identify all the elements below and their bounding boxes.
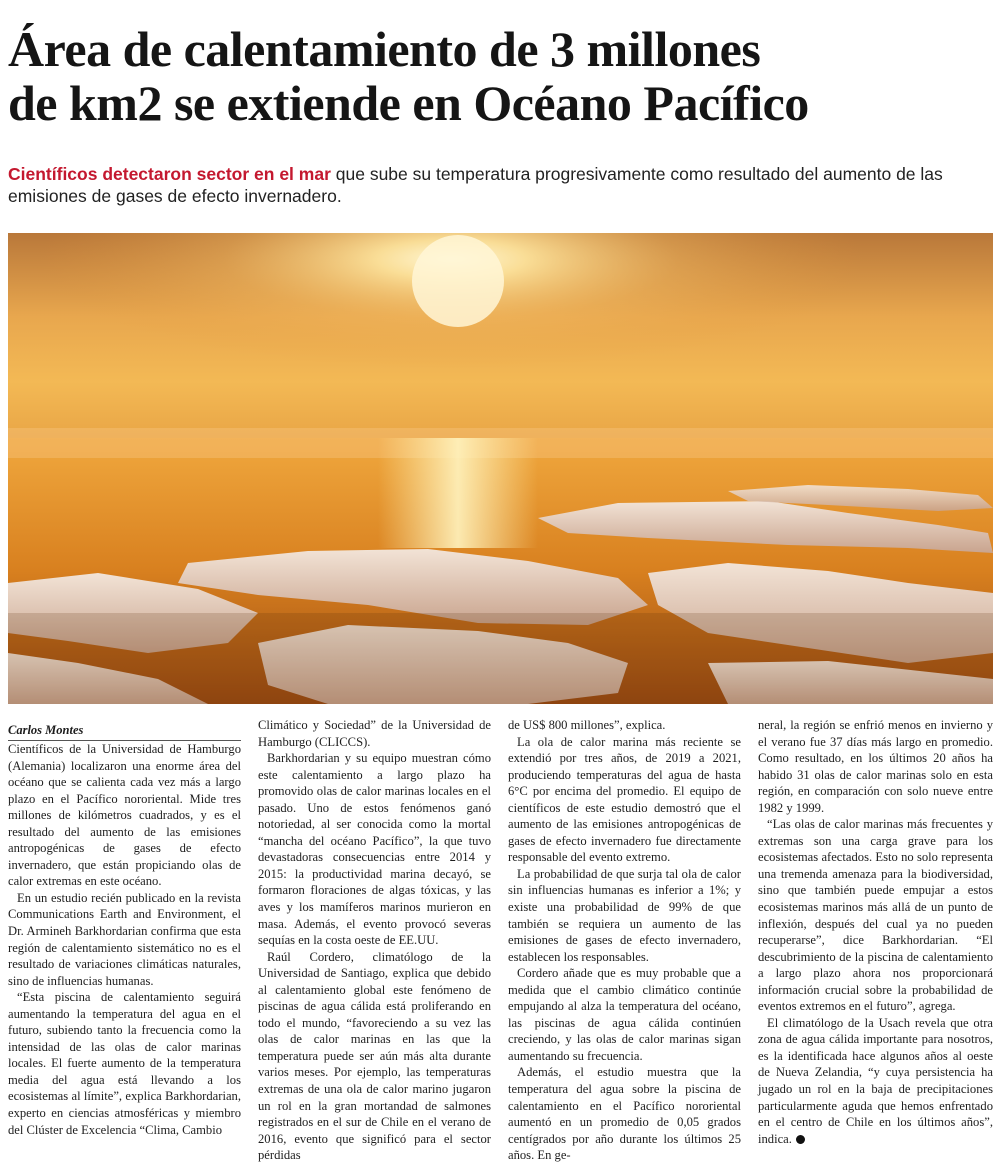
headline-line-2: de km2 se extiende en Océano Pacífico: [8, 75, 809, 131]
paragraph: “Esta piscina de calentamiento seguirá aumentando la temperatura del agua en el futuro, subiendo tanto la frecuencia como la intensidad de las olas de calor marinas locales. El fuerte aumento de la temperatura media del agua está llevando a los ecosistemas al límite”, explica Barkhordarian, experto en ciencias atmosféricas y miembro del Clúster de Excelencia “Clima, Cambio: [8, 990, 241, 1137]
paragraph: “Las olas de calor marinas más frecuentes y extremas son una carga grave para los ecosistemas afectados. Esto no solo representa una tremenda amenaza para la biodiversidad, sino que también puede empujar a estos ecosistemas marinos más allá de un punto de inflexión, después del cual ya no pueden recuperarse”, dice Barkhordarian. “El descubrimiento de la piscina de calentamiento a largo plazo ahora nos proporcionará información crucial sobre la probabilidad de eventos extremos en el futuro”, agrega.: [758, 817, 993, 1014]
article-column-1: [8, 741, 241, 1138]
paragraph: Barkhordarian y su equipo muestran cómo este calentamiento a largo plazo ha promovido olas de calor marinas locales en el pasado. Uno de estos fenómenos ganó notoriedad, al ser conocida como la mortal “mancha del océano Pacífico”, la que tuvo devastadoras consecuencias entre 2014 y 2015: la productividad marina decayó, se formaron floraciones de algas tóxicas, y las aves y los mamíferos marinos murieron en masa. Además, el evento provocó severas sequías en la costa oeste de EE.UU.: [258, 751, 491, 948]
paragraph: Climático y Sociedad” de la Universidad de Hamburgo (CLICCS).: [258, 718, 491, 749]
paragraph: Raúl Cordero, climatólogo de la Universidad de Santiago, explica que debido al calentamiento global este fenómeno de piscinas de agua cálida está proliferando en todo el mundo, “favoreciendo a su vez las olas de calor marinas en las que la temperatura puede ser aún más alta durante varios meses. Por ejemplo, las temperaturas extremas de una ola de calor marino jugaron un rol en la gran mortandad de salmones registrados en el sur de Chile en el verano de 2016, evento que significó para el sector pérdidas: [258, 949, 491, 1163]
article-column-2: [258, 717, 491, 1164]
headline: [8, 22, 993, 130]
subheadline: [8, 163, 993, 207]
paragraph: de US$ 800 millones”, explica.: [508, 718, 666, 732]
shade: [8, 613, 993, 704]
byline: Carlos Montes: [8, 723, 241, 741]
subheadline-text: que sube su temperatura progresivamente como resultado del aumento de las emisiones de gases de efecto invernadero.: [8, 164, 943, 206]
end-mark-icon: [796, 1135, 805, 1144]
paragraph: Además, el estudio muestra que la temperatura del agua sobre la piscina de calentamiento en el Pacífico nororiental aumentó en un promedio de 0,05 grados centígrados por año durante los últimos 25 años. En ge-: [508, 1065, 741, 1163]
paragraph: En un estudio recién publicado en la revista Communications Earth and Environment, el Dr. Armineh Barkhordarian confirma que esta región de calentamiento sistemático no es el resultado de variaciones climáticas naturales, sino de influencias humanas.: [8, 890, 241, 988]
sun: [412, 235, 504, 327]
paragraph: Cordero añade que es muy probable que a medida que el cambio climático continúe empujando al alza la temperatura del océano, las piscinas de agua cálida continúen creciendo, y las olas de calor marinas sigan aumentando su frecuencia.: [508, 966, 741, 1063]
sun-reflection: [378, 438, 538, 548]
paragraph-text: El climatólogo de la Usach revela que otra zona de agua cálida importante para nosotros, es la identificada hace algunos años al oeste de Nueva Zelandia, “y cuya persistencia ha jugado un rol en la baja de precipitaciones particularmente aguda que hemos enfrentado en el centro de Chile en los últimos años”, indica.: [758, 1015, 993, 1146]
headline-line-1: Área de calentamiento de 3 millones: [8, 21, 761, 77]
paragraph: Científicos de la Universidad de Hamburgo (Alemania) localizaron una enorme área del océano que se calienta cada vez más a largo plazo en el Pacífico nororiental. Mide tres millones de kilómetros cuadrados, y es el resultado del aumento de las emisiones antropogénicas de gases de efecto invernadero, que están propiciando olas de calor extremas en este océano.: [8, 742, 241, 889]
paragraph: neral, la región se enfrió menos en invierno y el verano fue 37 días más largo en promedio. Como resultado, en los últimos 20 años ha habido 31 olas de calor marinas solo en esta región, en comparación con solo nueve entre 1982 y 1999.: [758, 718, 993, 815]
article-column-4: [758, 717, 993, 1147]
paragraph: [758, 1015, 993, 1147]
paragraph: La ola de calor marina más reciente se extendió por tres años, de 2019 a 2021, produciendo temperaturas del agua de hasta 6°C por encima del promedio. El equipo de científicos de este estudio demostró que el aumento de las emisiones antropogénicas de gases de efecto invernadero fue directamente responsable del evento extremo.: [508, 734, 741, 865]
subheadline-lead: Científicos detectaron sector en el mar: [8, 164, 331, 184]
sunset-ice-photo: [8, 233, 993, 704]
paragraph: La probabilidad de que surja tal ola de calor sin influencias humanas es inferior a 1%; y existe una probabilidad de 99% de que también se requiera un aumento de las emisiones de gases de efecto invernadero, establecen los responsables.: [508, 866, 741, 964]
article-column-3: [508, 717, 741, 1164]
